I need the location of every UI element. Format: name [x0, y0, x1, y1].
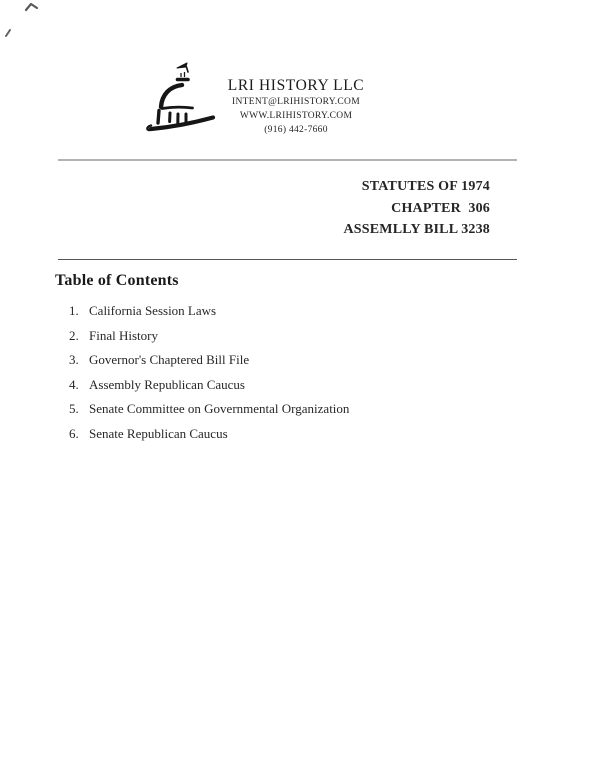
toc-item-label: Assembly Republican Caucus — [89, 376, 245, 392]
divider-rule-bottom — [58, 259, 517, 260]
toc-item-number: 6. — [69, 425, 79, 441]
company-name: LRI HISTORY LLC — [227, 77, 365, 94]
scan-speck-marks — [0, 0, 50, 45]
toc-item-senate-republican-caucus — [69, 426, 489, 442]
letterhead — [146, 76, 446, 137]
toc-item-senate-committee-governmental-organization — [69, 401, 489, 417]
statutes-year-line: STATUTES OF 1974 — [361, 179, 490, 194]
toc-item-label: Senate Republican Caucus — [89, 425, 228, 441]
divider-rule-top — [58, 159, 517, 161]
toc-item-assembly-republican-caucus — [69, 377, 489, 393]
chapter-line: CHAPTER 306 — [391, 200, 490, 216]
toc-list — [69, 303, 489, 451]
toc-item-label: California Session Laws — [89, 303, 217, 318]
toc-item-governors-chaptered-bill-file — [69, 352, 489, 368]
toc-heading: Table of Contents — [55, 272, 179, 289]
toc-item-number: 1. — [69, 303, 79, 318]
toc-item-number: 2. — [69, 327, 79, 343]
statute-block — [343, 176, 490, 241]
company-website: WWW.LRIHISTORY.COM — [239, 111, 353, 121]
toc-item-label: Final History — [89, 327, 158, 343]
toc-item-number: 3. — [69, 352, 79, 368]
toc-item-label: Governor's Chaptered Bill File — [89, 352, 250, 368]
assembly-bill-line: ASSEMLLY BILL 3238 — [343, 222, 490, 238]
toc-item-number: 4. — [69, 376, 79, 392]
toc-item-number: 5. — [69, 401, 79, 417]
toc-item-california-session-laws — [69, 303, 489, 319]
company-phone: (916) 442-7660 — [264, 125, 328, 135]
toc-item-final-history — [69, 328, 489, 344]
company-email: INTENT@LRIHISTORY.COM — [232, 97, 360, 107]
toc-item-label: Senate Committee on Governmental Organization — [89, 401, 350, 417]
